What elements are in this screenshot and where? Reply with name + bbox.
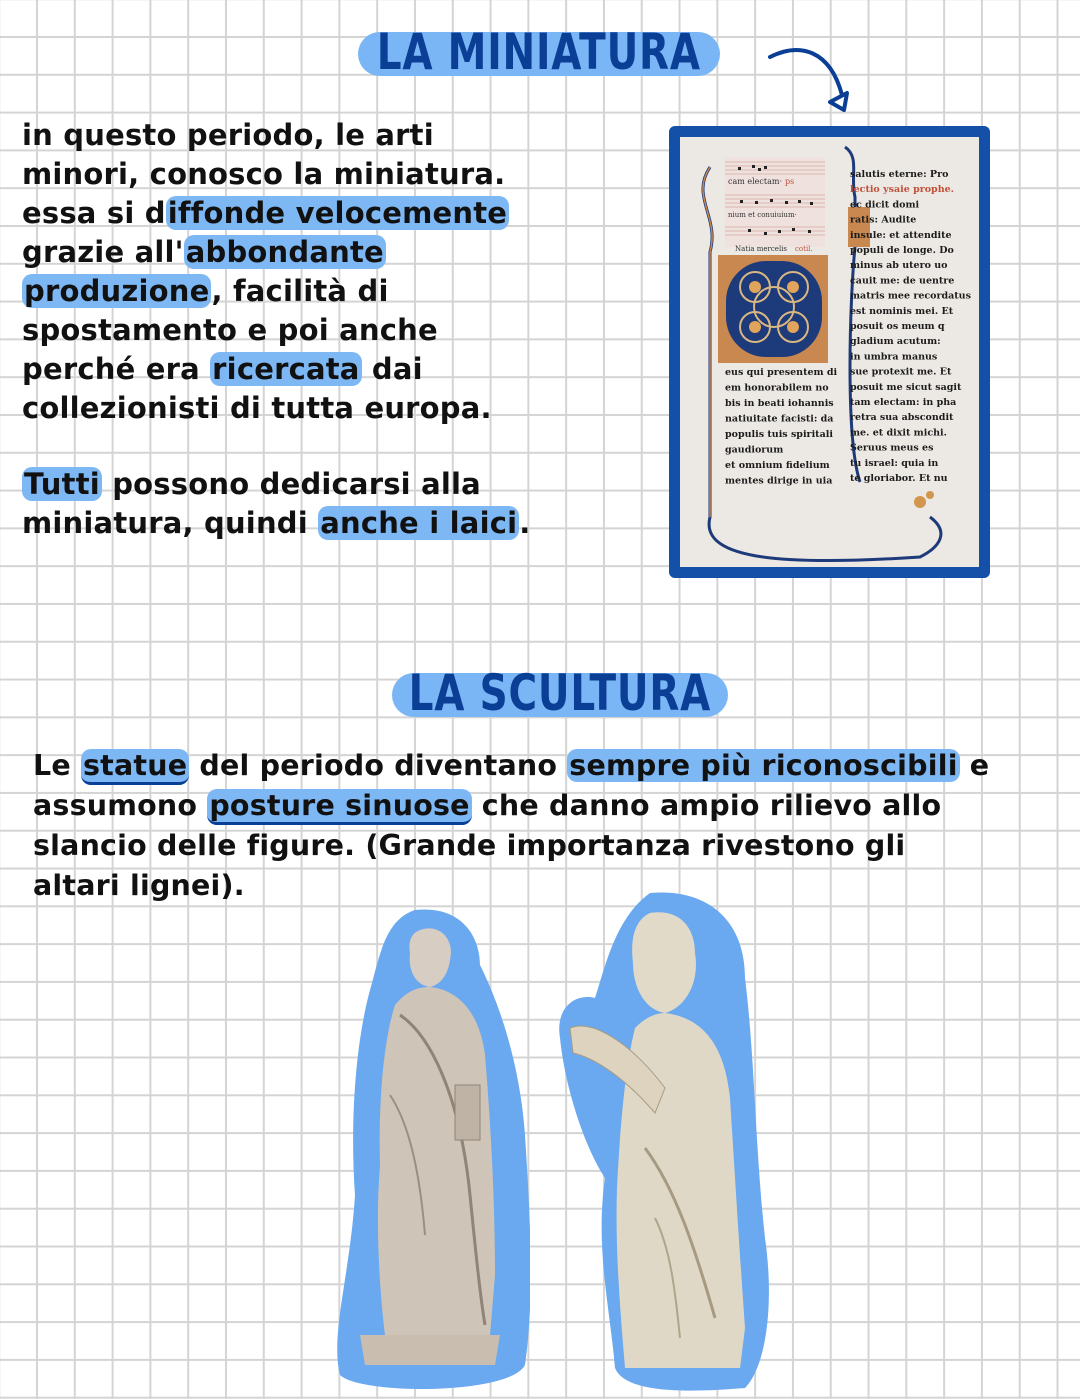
title-miniatura-pill [358,23,720,81]
miniatura-paragraph-1 [22,116,509,428]
text-span: , facilità di [211,274,389,308]
manuscript-line: insule: et attendite [850,229,952,241]
manuscript-line: minus ab utero uo [850,260,948,272]
text-line [22,272,509,311]
text-span: e [959,749,990,782]
text-line [22,465,530,504]
svg-text:cam electam·: cam electam· [728,177,782,186]
manuscript-line: sue protexit me. Et [850,366,952,378]
text-span: che danno ampio rilievo allo [471,789,942,822]
text-line [22,389,509,428]
text-line [22,311,509,350]
text-span: del periodo diventano [189,749,568,782]
svg-text:cotil.: cotil. [795,245,813,253]
manuscript-line: posuit me sicut sagit [850,381,962,393]
highlighted-text: produzione [24,274,210,308]
highlighted-text: iffonde velocemente [167,196,508,230]
statue-image-1 [330,895,530,1399]
text-span: possono dedicarsi alla [101,467,481,501]
curved-arrow-icon [760,40,860,120]
text-line [22,155,509,194]
manuscript-line: lectio ysaie prophe. [850,184,954,196]
text-span: miniatura, quindi [22,506,319,540]
text-line [22,504,530,543]
text-span: dai [361,352,423,386]
text-line [22,194,509,233]
text-span: assumono [33,789,208,822]
manuscript-line: matris mee recordatus [850,290,971,302]
text-span: altari lignei). [33,869,245,902]
highlighted-text: anche i laici [320,506,518,540]
text-span: grazie all' [22,235,184,269]
highlighted-text: abbondante [185,235,384,269]
text-line [33,746,989,786]
manuscript-line: et omnium fidelium [725,460,830,471]
text-span: in questo periodo, le arti [22,118,434,152]
manuscript-line: me. et dixit michi. [850,427,947,439]
text-span: collezionisti di tutta europa. [22,391,492,425]
text-span: perché era [22,352,211,386]
text-span: slancio delle figure. (Grande importanza rivestono gli [33,829,906,862]
highlighted-text: posture sinuose [207,789,471,825]
manuscript-line: in umbra manus [850,351,938,363]
manuscript-line: populis tuis spiritali [725,429,833,440]
statue-2-illustration [555,888,775,1393]
text-line [22,233,509,272]
manuscript-line: est nominis mei. Et [850,305,954,317]
manuscript-line: gaudiorum [725,444,784,456]
svg-text:nium et conuiuium·: nium et conuiuium· [728,211,797,219]
title-scultura: LA SCULTURA [408,664,712,722]
manuscript-line: em honorabilem no [725,382,829,394]
manuscript-line: bis in beati iohannis [725,398,834,409]
highlighted-text: sempre più riconoscibili [569,749,958,782]
manuscript-line: cauit me: de uentre [850,275,955,287]
manuscript-line: natiuitate facisti: da [725,413,834,425]
svg-text:ps: ps [785,177,795,186]
text-line [22,350,509,389]
title-miniatura: LA MINIATURA [376,23,702,81]
highlighted-text: statue [81,749,189,785]
manuscript-line: ratis: Audite [850,214,917,226]
title-scultura-pill [392,664,728,722]
manuscript-line: salutis eterne: Pro [850,169,949,180]
manuscript-image [669,126,990,578]
scultura-paragraph [33,746,989,906]
text-span: . [519,506,531,540]
text-span: essa si d [22,196,166,230]
highlighted-text: Tutti [24,467,100,501]
text-span: Le [33,749,82,782]
manuscript-line: tu israel: quia in [850,457,939,469]
svg-text:Natia mercelis: Natia mercelis [735,245,788,253]
text-span: spostamento e poi anche [22,313,438,347]
miniatura-paragraph-2 [22,465,530,543]
manuscript-line: ec dicit domi [850,199,920,211]
manuscript-line: retra sua abscondit [850,412,954,424]
text-line [33,826,989,866]
text-span: minori, conosco la miniatura. [22,157,506,191]
manuscript-line: posuit os meum q [850,321,945,332]
text-line [22,116,509,155]
manuscript-line: gladium acutum: [850,336,941,348]
highlighted-text: ricercata [212,352,360,386]
manuscript-line: te gloriabor. Et nu [850,473,948,484]
manuscript-line: Seruus meus es [850,442,934,454]
manuscript-line: eus qui presentem di [725,367,838,378]
manuscript-line: tam electam: in pha [850,397,957,408]
manuscript-illustration [680,137,979,567]
statue-image-2 [555,888,775,1397]
text-line [33,786,989,826]
manuscript-line: mentes dirige in uia [725,475,833,487]
manuscript-line: populi de longe. Do [850,245,954,256]
statue-1-illustration [330,895,530,1395]
